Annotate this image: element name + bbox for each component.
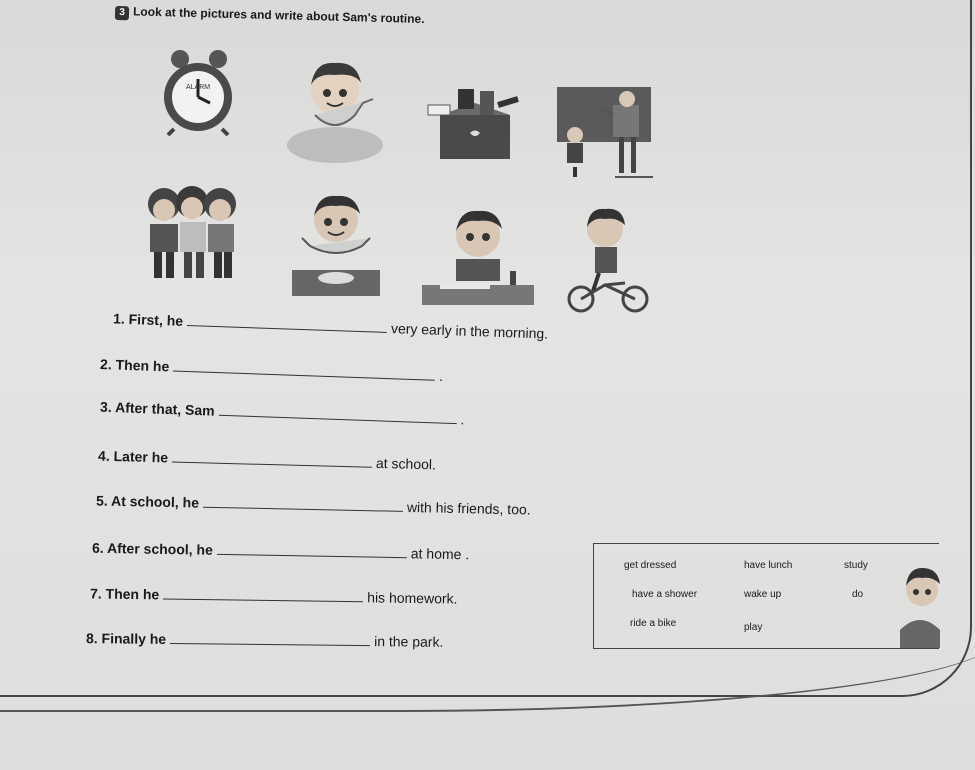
sentence-7-end: his homework. (367, 589, 458, 607)
sentence-3-end: . (460, 411, 465, 428)
sentence-3-start: 3. After that, Sam (99, 398, 215, 419)
sentence-4-end: at school. (375, 454, 437, 473)
homework-illustration (420, 205, 535, 307)
sentence-5-start: 5. At school, he (95, 492, 200, 511)
sentence-5-end: with his friends, too. (406, 498, 531, 518)
instruction-text: Look at the pictures and write about Sam's routine. (132, 4, 425, 27)
sentence-2-end: . (438, 367, 444, 384)
sentence-8-blank[interactable] (170, 642, 370, 646)
word-play: play (744, 622, 763, 633)
word-ride-a-bike: ride a bike (630, 618, 677, 629)
sentence-7-start: 7. Then he (89, 585, 160, 603)
boy-mascot-illustration (896, 560, 940, 648)
alarm-clock-illustration (150, 45, 245, 137)
sentence-2-start: 2. Then he (99, 356, 170, 375)
sentence-8-start: 8. Finally he (85, 630, 167, 647)
ride-bike-illustration (565, 205, 657, 315)
sentence-8-end: in the park. (374, 633, 444, 650)
word-have-a-shower: have a shower (632, 589, 698, 600)
word-get-dressed: get dressed (624, 560, 677, 571)
word-box (593, 543, 939, 649)
sentence-4-start: 4. Later he (97, 447, 169, 466)
have-lunch-illustration (290, 190, 382, 300)
word-have-lunch: have lunch (744, 560, 793, 571)
sentence-6-start: 6. After school, he (91, 539, 213, 558)
alarm-label: ALARM (186, 84, 211, 91)
word-do: do (852, 589, 864, 600)
get-dressed-illustration (420, 85, 525, 165)
sentence-7-blank[interactable] (163, 597, 363, 602)
sentence-6-blank[interactable] (217, 553, 407, 558)
sentence-6-end: at home . (410, 545, 470, 563)
sentence-1-end: very early in the morning. (390, 320, 549, 342)
sentence-5-blank[interactable] (203, 506, 403, 512)
exercise-number: 3 (115, 6, 129, 20)
word-study: study (844, 560, 868, 571)
word-wake-up: wake up (744, 589, 782, 600)
sentence-1-start: 1. First, he (112, 310, 184, 329)
wake-up-illustration (285, 55, 385, 167)
friends-illustration (140, 180, 245, 290)
teacher-illustration (555, 85, 655, 180)
